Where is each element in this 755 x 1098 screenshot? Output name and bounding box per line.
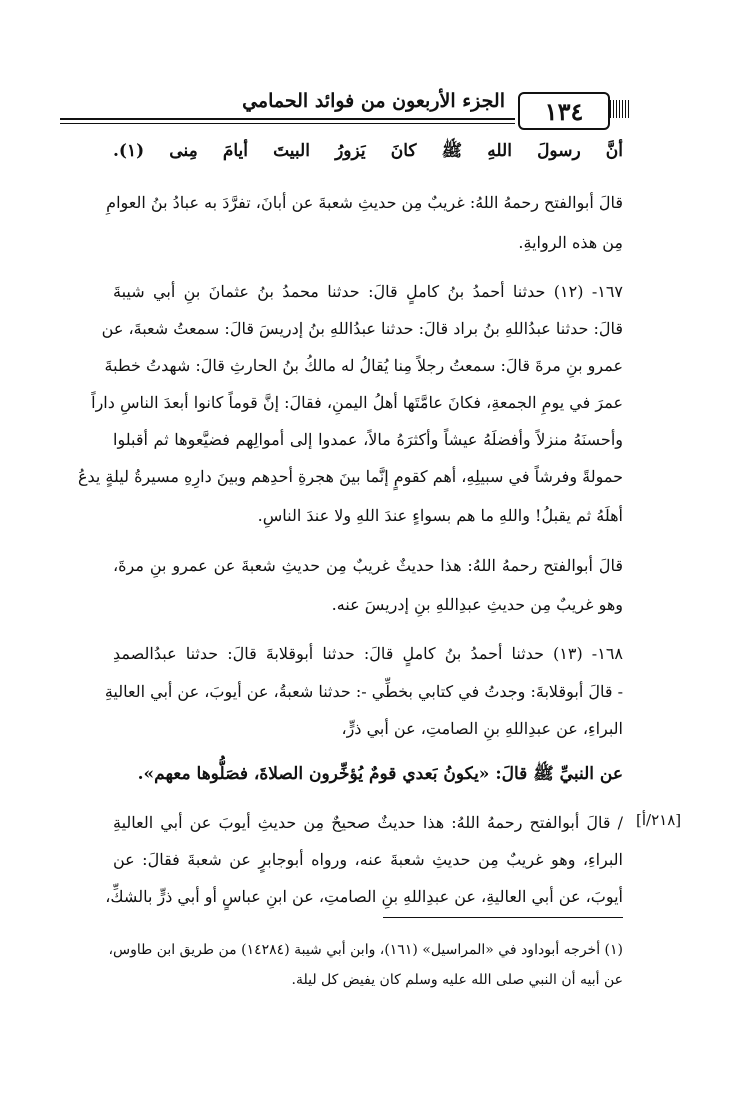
footnote-separator	[383, 917, 623, 918]
body-line: ١٦٨- (١٣) حدثنا أحمدُ بنُ كاملٍ قالَ: حدثنا أبوقلابةَ قالَ: حدثنا عبدُالصمدِ	[113, 644, 623, 663]
footnote-line: (١) أخرجه أبوداود في «المراسيل» (١٦١)، وابن أبي شيبة (١٤٢٨٤) من طريق ابن طاوس،	[108, 942, 623, 958]
body-line: حمولةً وفرشاً في سبيلِهِ، أهم كقومٍ إنَّما بينَ هجرةِ أحدِهم وبينَ دارِهِ مسيرةُ ليلةٍ يدعُ	[77, 467, 623, 486]
body-line: عمرو بنِ مرةَ قالَ: سمعتُ رجلاً مِنا يُقالُ له مالكُ بنُ الحارثِ قالَ: شهدتُ خطبةَ	[104, 356, 623, 375]
body-line: قالَ أبوالفتح رحمهُ اللهُ: غريبٌ مِن حديثِ شعبةَ عن أبانَ، تفرَّدَ به عبادُ بنُ العوامِ	[106, 193, 623, 212]
body-line: البراءِ، وهو غريبٌ مِن حديثِ شعبةَ عنه، ورواه أبوجابرٍ عن شعبةَ فقالَ: عن	[113, 850, 623, 869]
body-line: وهو غريبٌ مِن حديثِ عبدِاللهِ بنِ إدريسَ عنه.	[331, 595, 623, 614]
body-line: / قالَ أبوالفتح رحمهُ اللهُ: هذا حديثٌ صحيحٌ مِن حديثِ أيوبَ عن أبي العاليةِ	[113, 813, 623, 832]
manuscript-folio-ref: [٢١٨/أ]	[636, 811, 682, 829]
header-rule	[60, 118, 515, 120]
body-line: أيوبَ، عن أبي العاليةِ، عن عبدِاللهِ بنِ الصامتِ، عن ابنِ عباسٍ أو أبي ذرٍّ بالشكِّ،	[105, 887, 623, 906]
body-line: قالَ: حدثنا عبدُاللهِ بنُ براد قالَ: حدثنا عبدُاللهِ بنُ إدريسَ قالَ: سمعتُ شعبةَ، عن	[101, 319, 623, 338]
body-line: - قالَ أبوقلابةَ: وجدتُ في كتابي بخطِّي -: حدثنا شعبةُ، عن أيوبَ، عن أبي العاليةِ	[104, 682, 623, 701]
header-rule-thin	[60, 123, 515, 124]
body-line: عمرَ في يومِ الجمعةِ، فكانَ عامَّتَها أهلُ اليمنِ، فقالَ: إنَّ قوماً كانوا أبعدَ الناسِ داراً	[91, 393, 623, 412]
page-number: ١٣٤	[518, 92, 610, 130]
page-header	[60, 88, 630, 128]
running-title: الجزء الأربعون من فوائد الحمامي	[242, 90, 505, 112]
body-line: قالَ أبوالفتح رحمهُ اللهُ: هذا حديثٌ غريبٌ مِن حديثِ شعبةَ عن عمرو بنِ مرةَ،	[113, 556, 623, 575]
body-line: ١٦٧- (١٢) حدثنا أحمدُ بنُ كاملٍ قالَ: حدثنا محمدُ بنُ عثمانَ بنِ أبي شيبةَ	[113, 282, 623, 301]
page-number-ornament	[610, 100, 630, 118]
footnote-line: عن أبيه أن النبي صلى الله عليه وسلم كان يفيض كل ليلة.	[291, 972, 623, 988]
body-line-hadith-end: أنَّ رسولَ اللهِ ﷺ كانَ يَزورُ البيتَ أيامَ مِنى (١).	[113, 141, 623, 161]
body-line: البراءِ، عن عبدِاللهِ بنِ الصامتِ، عن أبي ذرٍّ،	[341, 719, 623, 738]
body-line: وأحسنَهُ منزلاً وأفضلَهُ عيشاً وأكثرَهُ مالاً، عمدوا إلى أموالِهم فضيَّعوها ثم أقبلوا	[113, 430, 623, 449]
body-line-hadith: عن النبيِّ ﷺ قالَ: «يكونُ بَعدي قومٌ يُؤخِّرون الصلاةَ، فصَلُّوها معهم».	[137, 764, 623, 784]
body-line: مِن هذه الروايةِ.	[518, 233, 623, 252]
body-line: أهلَهُ ثم يقبلُ! واللهِ ما هم بسواءٍ عندَ اللهِ ولا عندَ الناسِ.	[257, 506, 623, 525]
